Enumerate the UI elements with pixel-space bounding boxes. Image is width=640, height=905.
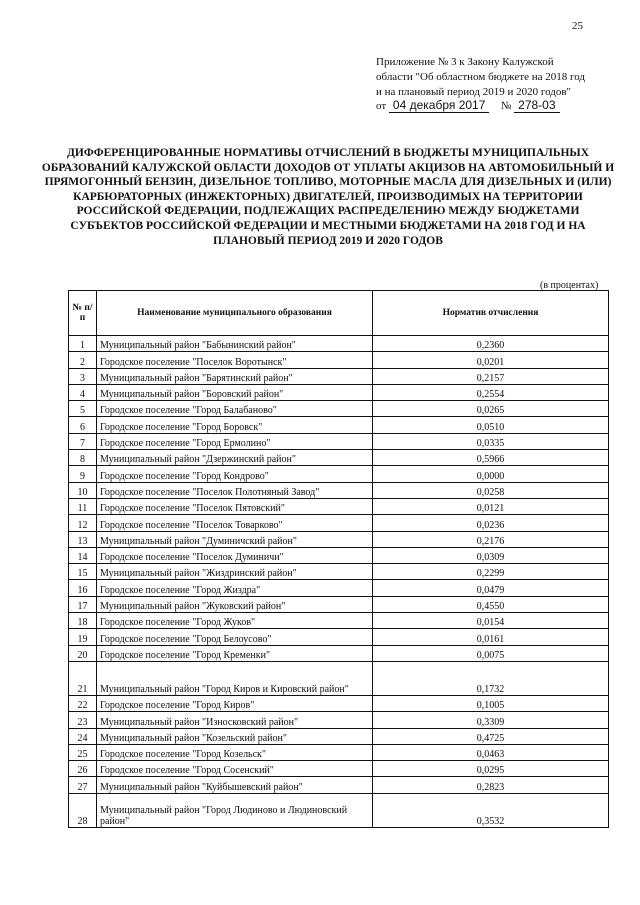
from-label: от: [376, 100, 387, 112]
table-row: [69, 793, 609, 827]
row-number: 28: [69, 793, 97, 827]
table-row: [69, 712, 609, 728]
row-value: 0,0161: [373, 629, 609, 645]
row-name: Городское поселение "Поселок Воротынск": [97, 352, 373, 368]
row-number: 12: [69, 515, 97, 531]
row-name: Муниципальный район "Козельский район": [97, 728, 373, 744]
row-number: 20: [69, 645, 97, 661]
row-value: 0,0000: [373, 466, 609, 482]
table-row: [69, 450, 609, 466]
row-value: 0,2823: [373, 777, 609, 793]
row-name: Городское поселение "Поселок Товарково": [97, 515, 373, 531]
row-value: 0,0258: [373, 482, 609, 498]
row-name: Городское поселение "Город Боровск": [97, 417, 373, 433]
row-number: 10: [69, 482, 97, 498]
annex-line: и на плановый период 2019 и 2020 годов": [376, 86, 572, 98]
row-number: 22: [69, 695, 97, 711]
table-row: [69, 613, 609, 629]
row-value: 0,1005: [373, 695, 609, 711]
table-row: [69, 761, 609, 777]
row-value: 0,2554: [373, 384, 609, 400]
document-title: ДИФФЕРЕНЦИРОВАННЫЕ НОРМАТИВЫ ОТЧИСЛЕНИЙ В БЮДЖЕТЫ МУНИЦИПАЛЬНЫХ ОБРАЗОВАНИЙ КАЛУЖСКОЙ ОБЛАСТИ ДОХОДОВ ОТ УПЛАТЫ АКЦИЗОВ НА АВТОМОБИЛЬНЫЙ И ПРЯМОГОННЫЙ БЕНЗИН, ДИЗЕЛЬНОЕ ТОПЛИВО, МОТОРНЫЕ МАСЛА ДЛЯ ДИЗЕЛЬНЫХ И (ИЛИ) КАРБЮРАТОРНЫХ (ИНЖЕКТОРНЫХ) ДВИГАТЕЛЕЙ, ПРОИЗВОДИМЫХ НА ТЕРРИТОРИИ РОССИЙСКОЙ ФЕДЕРАЦИИ, ПОДЛЕЖАЩИХ РАСПРЕДЕЛЕНИЮ МЕЖДУ БЮДЖЕТАМИ СУБЪЕКТОВ РОССИЙСКОЙ ФЕДЕРАЦИИ И МЕСТНЫМИ БЮДЖЕТАМИ НА 2018 ГОД И НА ПЛАНОВЫЙ ПЕРИОД 2019 И 2020 ГОДОВ: [41, 147, 615, 247]
annex-line: области "Об областном бюджете на 2018 год: [376, 71, 585, 83]
row-name: Муниципальный район "Износковский район": [97, 712, 373, 728]
row-name: Муниципальный район "Жиздринский район": [97, 564, 373, 580]
row-number: 11: [69, 498, 97, 514]
table-row: [69, 401, 609, 417]
annex-line: Приложение № 3 к Закону Калужской: [376, 56, 554, 68]
row-number: 9: [69, 466, 97, 482]
table-row: [69, 744, 609, 760]
page-number: 25: [572, 20, 583, 32]
row-number: 17: [69, 596, 97, 612]
row-number: 6: [69, 417, 97, 433]
table-row: [69, 482, 609, 498]
row-value: 0,2176: [373, 531, 609, 547]
row-number: 25: [69, 744, 97, 760]
row-name: Муниципальный район "Думиничский район": [97, 531, 373, 547]
table-row: [69, 417, 609, 433]
row-name: Городское поселение "Поселок Пятовский": [97, 498, 373, 514]
row-value: 0,0154: [373, 613, 609, 629]
row-number: 8: [69, 450, 97, 466]
table-row: [69, 596, 609, 612]
number-label: №: [500, 100, 512, 112]
row-name: Городское поселение "Город Сосенский": [97, 761, 373, 777]
row-name: Муниципальный район "Город Киров и Кировский район": [97, 661, 373, 695]
row-value: 0,0309: [373, 547, 609, 563]
decree-reference: [376, 98, 560, 112]
row-number: 7: [69, 433, 97, 449]
row-name: Муниципальный район "Боровский район": [97, 384, 373, 400]
table-row: [69, 433, 609, 449]
row-number: 26: [69, 761, 97, 777]
row-value: 0,4550: [373, 596, 609, 612]
table-row: [69, 531, 609, 547]
row-name: Городское поселение "Поселок Полотняный Завод": [97, 482, 373, 498]
row-value: 0,0236: [373, 515, 609, 531]
row-name: Муниципальный район "Бабынинский район": [97, 336, 373, 352]
row-value: 0,0295: [373, 761, 609, 777]
units-note: (в процентах): [540, 280, 599, 291]
table-row: [69, 352, 609, 368]
row-name: Городское поселение "Город Белоусово": [97, 629, 373, 645]
row-number: 3: [69, 368, 97, 384]
row-value: 0,1732: [373, 661, 609, 695]
table-row: [69, 368, 609, 384]
header-num: № п/п: [69, 291, 97, 336]
row-value: 0,0510: [373, 417, 609, 433]
table-row: [69, 515, 609, 531]
table-row: [69, 336, 609, 352]
table-row: [69, 661, 609, 695]
row-value: 0,2360: [373, 336, 609, 352]
row-name: Городское поселение "Город Жиздра": [97, 580, 373, 596]
table-row: [69, 695, 609, 711]
row-number: 15: [69, 564, 97, 580]
row-name: Городское поселение "Город Ермолино": [97, 433, 373, 449]
norms-table: [68, 290, 609, 828]
row-name: Городское поселение "Город Козельск": [97, 744, 373, 760]
row-number: 23: [69, 712, 97, 728]
row-value: 0,0075: [373, 645, 609, 661]
decree-date: 04 декабря 2017: [389, 98, 489, 113]
row-value: 0,3309: [373, 712, 609, 728]
header-name: Наименование муниципального образования: [97, 291, 373, 336]
row-name: Городское поселение "Поселок Думиничи": [97, 547, 373, 563]
row-name: Муниципальный район "Куйбышевский район": [97, 777, 373, 793]
row-number: 4: [69, 384, 97, 400]
row-value: 0,2299: [373, 564, 609, 580]
table-row: [69, 629, 609, 645]
row-number: 18: [69, 613, 97, 629]
row-number: 24: [69, 728, 97, 744]
table-row: [69, 547, 609, 563]
row-name: Муниципальный район "Город Людиново и Людиновский район": [97, 793, 373, 827]
table-row: [69, 645, 609, 661]
row-name: Городское поселение "Город Балабаново": [97, 401, 373, 417]
table-row: [69, 728, 609, 744]
table-row: [69, 580, 609, 596]
row-name: Муниципальный район "Жуковский район": [97, 596, 373, 612]
row-value: 0,0479: [373, 580, 609, 596]
row-value: 0,5966: [373, 450, 609, 466]
decree-number: 278-03: [514, 98, 559, 113]
row-value: 0,0201: [373, 352, 609, 368]
table-row: [69, 777, 609, 793]
row-name: Муниципальный район "Дзержинский район": [97, 450, 373, 466]
row-number: 16: [69, 580, 97, 596]
row-value: 0,0463: [373, 744, 609, 760]
row-number: 21: [69, 661, 97, 695]
table-row: [69, 498, 609, 514]
row-name: Городское поселение "Город Кондрово": [97, 466, 373, 482]
row-number: 5: [69, 401, 97, 417]
row-number: 27: [69, 777, 97, 793]
table-row: [69, 466, 609, 482]
header-value: Норматив отчисления: [373, 291, 609, 336]
row-value: 0,0335: [373, 433, 609, 449]
row-value: 0,0121: [373, 498, 609, 514]
row-name: Городское поселение "Город Киров": [97, 695, 373, 711]
row-value: 0,0265: [373, 401, 609, 417]
row-number: 13: [69, 531, 97, 547]
table-row: [69, 384, 609, 400]
row-value: 0,4725: [373, 728, 609, 744]
table-row: [69, 564, 609, 580]
row-name: Городское поселение "Город Жуков": [97, 613, 373, 629]
row-number: 2: [69, 352, 97, 368]
row-number: 1: [69, 336, 97, 352]
row-value: 0,2157: [373, 368, 609, 384]
row-value: 0,3532: [373, 793, 609, 827]
annex-heading: [376, 55, 608, 100]
row-number: 19: [69, 629, 97, 645]
row-name: Городское поселение "Город Кременки": [97, 645, 373, 661]
table-header-row: [69, 291, 609, 336]
row-number: 14: [69, 547, 97, 563]
row-name: Муниципальный район "Барятинский район": [97, 368, 373, 384]
